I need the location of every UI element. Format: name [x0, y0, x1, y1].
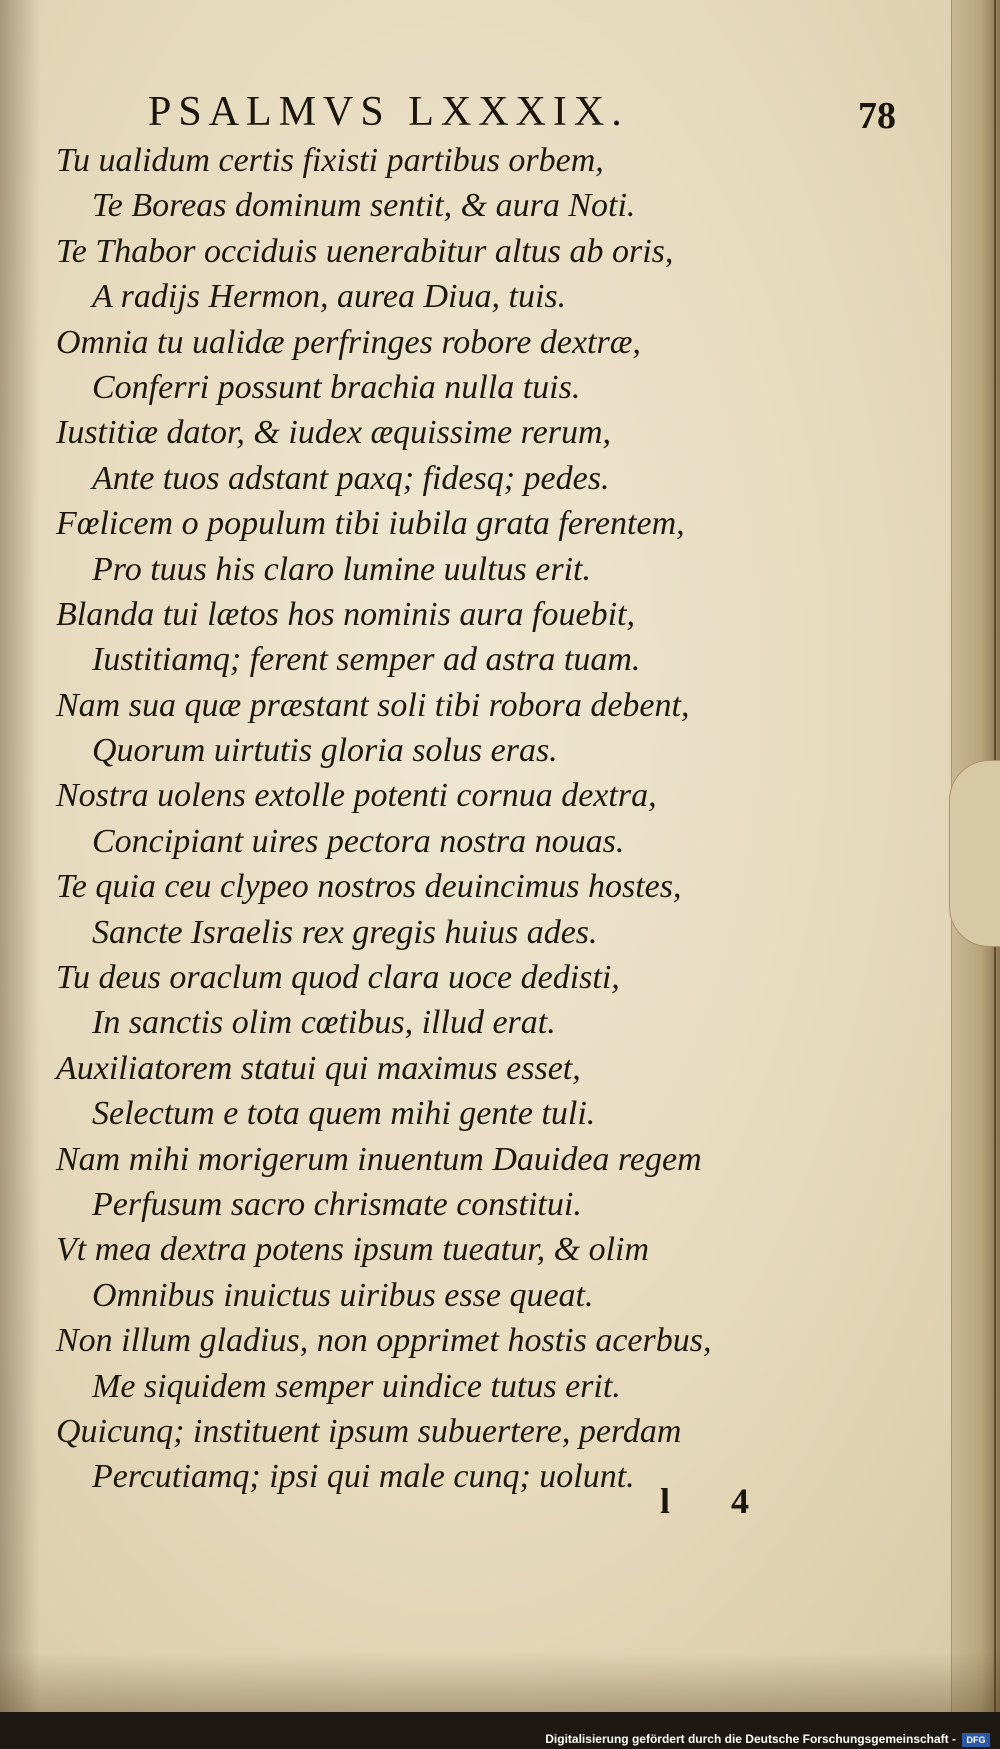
footer-credit: Digitalisierung gefördert durch die Deutsche Forschungsgemeinschaft -: [545, 1732, 956, 1746]
verse-line: Pro tuus his claro lumine uultus erit.: [92, 550, 591, 588]
leaf-tab: [949, 760, 1000, 947]
verse-line: Omnibus inuictus uiribus esse queat.: [92, 1276, 594, 1314]
verse-line: Tu deus oraclum quod clara uoce dedisti,: [56, 959, 620, 997]
verse-line: Tu ualidum certis fixisti partibus orbem,: [56, 142, 604, 179]
signature-mark: l 4: [660, 1481, 776, 1521]
verse-line: A radijs Hermon, aurea Diua, tuis.: [92, 278, 567, 316]
verse-line: Te quia ceu clypeo nostros deuincimus hostes,: [56, 868, 682, 906]
verse-line: Nostra uolens extolle potenti cornua dextra,: [56, 777, 657, 815]
verse-line: Blanda tui lætos hos nominis aura fouebit,: [56, 595, 635, 633]
verse-line: Te Thabor occiduis uenerabitur altus ab oris,: [56, 232, 674, 270]
verse-line: Conferri possunt brachia nulla tuis.: [92, 368, 581, 406]
verse-line: Non illum gladius, non opprimet hostis acerbus,: [56, 1322, 712, 1360]
dfg-logo-icon: DFG: [962, 1733, 990, 1747]
verse-block: [56, 138, 876, 1500]
verse-line: Me siquidem semper uindice tutus erit.: [92, 1367, 621, 1405]
verse-line: Iustitiamq; ferent semper ad astra tuam.: [92, 641, 641, 679]
folio-number: 78: [858, 95, 896, 137]
verse-line: Selectum e tota quem mihi gente tuli.: [92, 1095, 596, 1133]
verse-line: Sancte Israelis rex gregis huius ades.: [92, 913, 598, 951]
verse-line: Vt mea dextra potens ipsum tueatur, & olim: [56, 1231, 650, 1269]
verse-line: In sanctis olim cœtibus, illud erat.: [92, 1004, 556, 1042]
verse-line: Perfusum sacro chrismate constitui.: [92, 1185, 582, 1223]
verse-line: Omnia tu ualidæ perfringes robore dextræ,: [56, 323, 641, 361]
verse-line: Quorum uirtutis gloria solus eras.: [92, 732, 558, 770]
verse-line: Ante tuos adstant paxq; fidesq; pedes.: [92, 459, 610, 497]
bottom-shade: [0, 1652, 1000, 1712]
verse-line: Auxiliatorem statui qui maximus esset,: [56, 1049, 581, 1087]
verse-line: Iustitiæ dator, & iudex æquissime rerum,: [56, 414, 612, 452]
verse-line: Nam sua quæ præstant soli tibi robora debent,: [56, 686, 690, 724]
verse-line: Concipiant uires pectora nostra nouas.: [92, 822, 625, 860]
verse-line: Nam mihi morigerum inuentum Dauidea regem: [56, 1140, 702, 1178]
verse-line: Te Boreas dominum sentit, & aura Noti.: [92, 187, 636, 225]
verse-line: Percutiamq; ipsi qui male cunq; uolunt.: [92, 1458, 635, 1496]
verse-line: Quicunq; instituent ipsum subuertere, perdam: [56, 1412, 682, 1450]
verse-line: Fœlicem o populum tibi iubila grata ferentem,: [56, 505, 685, 543]
running-head: PSALMVS LXXXIX.: [148, 89, 629, 135]
